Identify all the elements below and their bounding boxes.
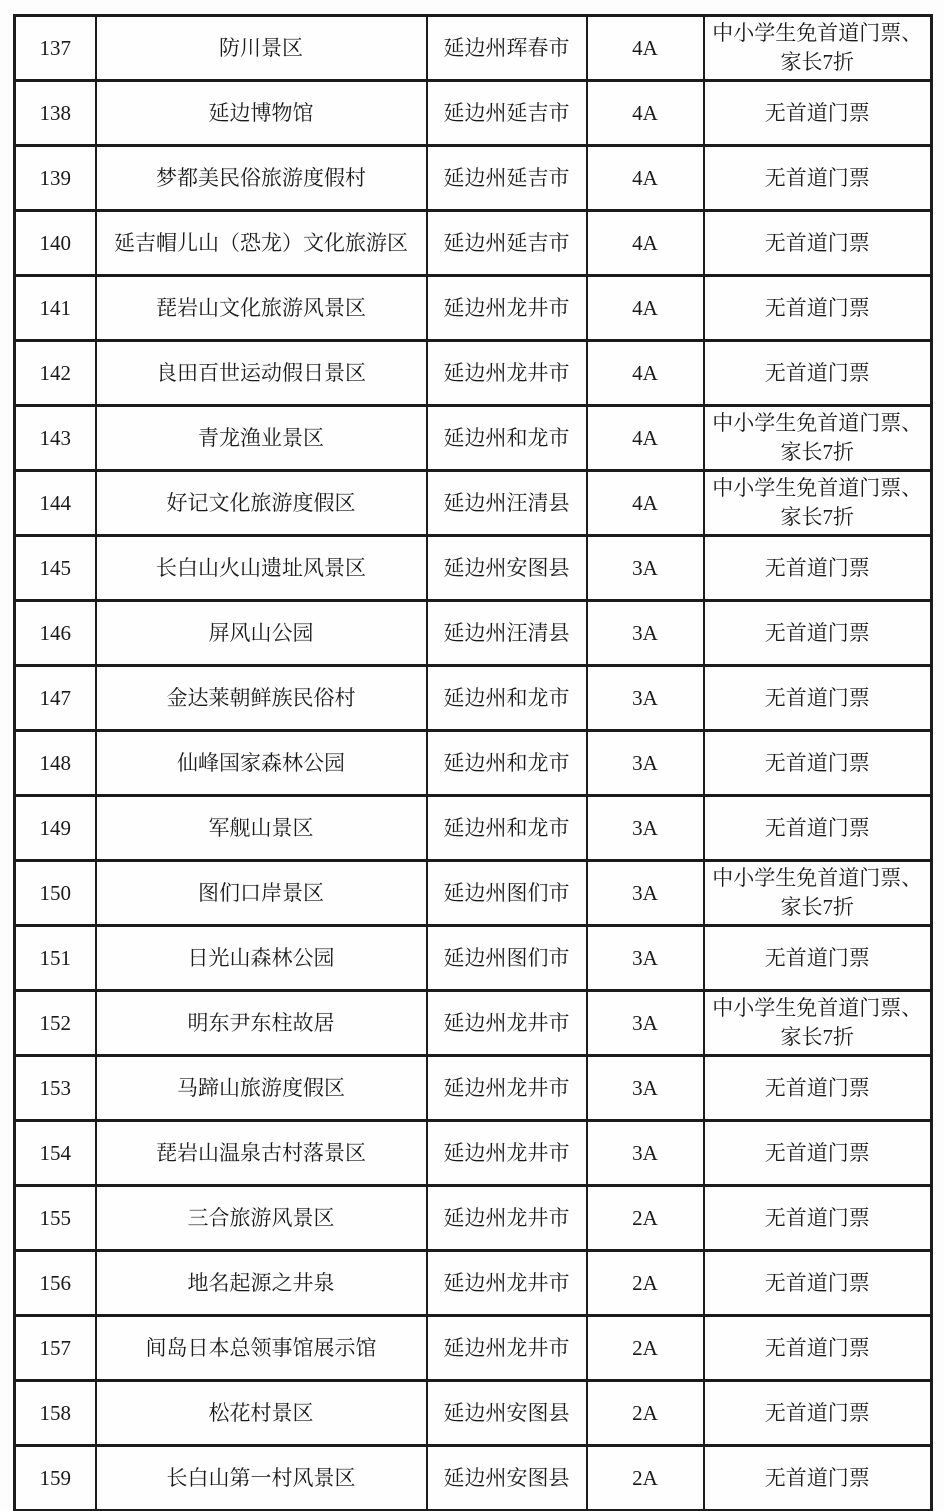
table-row (15, 341, 932, 406)
table-row (15, 536, 932, 601)
cell-location: 延边州和龙市 (427, 406, 587, 471)
cell-attraction-name: 良田百世运动假日景区 (96, 341, 427, 406)
cell-grade: 3A (587, 1056, 704, 1121)
cell-location: 延边州龙井市 (427, 276, 587, 341)
cell-attraction-name: 间岛日本总领事馆展示馆 (96, 1316, 427, 1381)
cell-attraction-name: 三合旅游风景区 (96, 1186, 427, 1251)
table-body (15, 16, 932, 1511)
cell-attraction-name: 延边博物馆 (96, 81, 427, 146)
cell-location: 延边州图们市 (427, 861, 587, 926)
cell-grade: 3A (587, 1121, 704, 1186)
table-row (15, 471, 932, 536)
table-row (15, 991, 932, 1056)
cell-row-number: 143 (15, 406, 96, 471)
cell-location: 延边州和龙市 (427, 796, 587, 861)
cell-row-number: 152 (15, 991, 96, 1056)
cell-attraction-name: 图们口岸景区 (96, 861, 427, 926)
cell-row-number: 147 (15, 666, 96, 731)
cell-grade: 2A (587, 1381, 704, 1446)
cell-ticket-policy: 无首道门票 (704, 1186, 932, 1251)
cell-ticket-policy: 无首道门票 (704, 211, 932, 276)
table-row (15, 1381, 932, 1446)
cell-ticket-policy: 无首道门票 (704, 1446, 932, 1511)
cell-location: 延边州延吉市 (427, 146, 587, 211)
cell-grade: 3A (587, 926, 704, 991)
cell-location: 延边州珲春市 (427, 16, 587, 81)
cell-attraction-name: 好记文化旅游度假区 (96, 471, 427, 536)
cell-attraction-name: 仙峰国家森林公园 (96, 731, 427, 796)
cell-row-number: 155 (15, 1186, 96, 1251)
cell-grade: 3A (587, 731, 704, 796)
cell-ticket-policy: 无首道门票 (704, 796, 932, 861)
table-row (15, 666, 932, 731)
cell-row-number: 156 (15, 1251, 96, 1316)
table-row (15, 1186, 932, 1251)
cell-ticket-policy: 无首道门票 (704, 666, 932, 731)
cell-row-number: 137 (15, 16, 96, 81)
cell-ticket-policy: 无首道门票 (704, 81, 932, 146)
cell-attraction-name: 长白山第一村风景区 (96, 1446, 427, 1511)
cell-row-number: 157 (15, 1316, 96, 1381)
cell-location: 延边州安图县 (427, 1446, 587, 1511)
cell-location: 延边州龙井市 (427, 1121, 587, 1186)
cell-attraction-name: 梦都美民俗旅游度假村 (96, 146, 427, 211)
table-row (15, 81, 932, 146)
cell-row-number: 144 (15, 471, 96, 536)
cell-location: 延边州和龙市 (427, 666, 587, 731)
cell-location: 延边州龙井市 (427, 991, 587, 1056)
table-row (15, 601, 932, 666)
table-row (15, 276, 932, 341)
table-row (15, 926, 932, 991)
cell-row-number: 140 (15, 211, 96, 276)
cell-location: 延边州安图县 (427, 1381, 587, 1446)
table-row (15, 1121, 932, 1186)
cell-location: 延边州龙井市 (427, 1251, 587, 1316)
cell-ticket-policy: 中小学生免首道门票、家长7折 (704, 471, 932, 536)
cell-ticket-policy: 无首道门票 (704, 1121, 932, 1186)
cell-ticket-policy: 无首道门票 (704, 1316, 932, 1381)
cell-row-number: 158 (15, 1381, 96, 1446)
cell-attraction-name: 防川景区 (96, 16, 427, 81)
cell-attraction-name: 松花村景区 (96, 1381, 427, 1446)
cell-grade: 2A (587, 1316, 704, 1381)
cell-grade: 3A (587, 536, 704, 601)
cell-grade: 4A (587, 341, 704, 406)
cell-location: 延边州图们市 (427, 926, 587, 991)
cell-row-number: 139 (15, 146, 96, 211)
cell-grade: 3A (587, 666, 704, 731)
cell-attraction-name: 军舰山景区 (96, 796, 427, 861)
cell-grade: 3A (587, 796, 704, 861)
cell-row-number: 154 (15, 1121, 96, 1186)
cell-ticket-policy: 中小学生免首道门票、家长7折 (704, 16, 932, 81)
cell-row-number: 141 (15, 276, 96, 341)
cell-attraction-name: 青龙渔业景区 (96, 406, 427, 471)
cell-grade: 3A (587, 861, 704, 926)
cell-ticket-policy: 无首道门票 (704, 1056, 932, 1121)
table-row (15, 731, 932, 796)
table-row (15, 861, 932, 926)
cell-row-number: 159 (15, 1446, 96, 1511)
table-row (15, 1316, 932, 1381)
cell-ticket-policy: 无首道门票 (704, 341, 932, 406)
cell-ticket-policy: 无首道门票 (704, 536, 932, 601)
cell-location: 延边州汪清县 (427, 471, 587, 536)
cell-grade: 4A (587, 81, 704, 146)
cell-row-number: 150 (15, 861, 96, 926)
cell-grade: 2A (587, 1186, 704, 1251)
table-row (15, 1446, 932, 1511)
cell-ticket-policy: 中小学生免首道门票、家长7折 (704, 861, 932, 926)
cell-attraction-name: 延吉帽儿山（恐龙）文化旅游区 (96, 211, 427, 276)
cell-attraction-name: 日光山森林公园 (96, 926, 427, 991)
cell-ticket-policy: 无首道门票 (704, 1381, 932, 1446)
cell-location: 延边州龙井市 (427, 1186, 587, 1251)
cell-grade: 4A (587, 211, 704, 276)
table-row (15, 16, 932, 81)
cell-ticket-policy: 无首道门票 (704, 601, 932, 666)
cell-attraction-name: 屏风山公园 (96, 601, 427, 666)
cell-location: 延边州龙井市 (427, 1056, 587, 1121)
cell-grade: 2A (587, 1251, 704, 1316)
cell-attraction-name: 地名起源之井泉 (96, 1251, 427, 1316)
cell-grade: 4A (587, 406, 704, 471)
cell-grade: 4A (587, 146, 704, 211)
cell-attraction-name: 金达莱朝鲜族民俗村 (96, 666, 427, 731)
cell-grade: 4A (587, 276, 704, 341)
cell-location: 延边州延吉市 (427, 81, 587, 146)
cell-row-number: 146 (15, 601, 96, 666)
cell-ticket-policy: 中小学生免首道门票、家长7折 (704, 406, 932, 471)
cell-ticket-policy: 无首道门票 (704, 926, 932, 991)
cell-grade: 4A (587, 471, 704, 536)
table-row (15, 211, 932, 276)
table-row (15, 1056, 932, 1121)
cell-location: 延边州延吉市 (427, 211, 587, 276)
cell-location: 延边州龙井市 (427, 341, 587, 406)
cell-row-number: 138 (15, 81, 96, 146)
table-row (15, 146, 932, 211)
cell-attraction-name: 马蹄山旅游度假区 (96, 1056, 427, 1121)
cell-attraction-name: 琵岩山文化旅游风景区 (96, 276, 427, 341)
scenic-area-discount-table (13, 14, 933, 1511)
cell-grade: 3A (587, 991, 704, 1056)
cell-attraction-name: 琵岩山温泉古村落景区 (96, 1121, 427, 1186)
cell-grade: 2A (587, 1446, 704, 1511)
cell-grade: 3A (587, 601, 704, 666)
cell-location: 延边州和龙市 (427, 731, 587, 796)
cell-ticket-policy: 无首道门票 (704, 276, 932, 341)
cell-grade: 4A (587, 16, 704, 81)
cell-attraction-name: 明东尹东柱故居 (96, 991, 427, 1056)
cell-row-number: 151 (15, 926, 96, 991)
cell-ticket-policy: 无首道门票 (704, 1251, 932, 1316)
cell-ticket-policy: 无首道门票 (704, 731, 932, 796)
cell-location: 延边州安图县 (427, 536, 587, 601)
table-row (15, 796, 932, 861)
cell-row-number: 149 (15, 796, 96, 861)
cell-row-number: 145 (15, 536, 96, 601)
cell-location: 延边州汪清县 (427, 601, 587, 666)
table-row (15, 1251, 932, 1316)
cell-row-number: 142 (15, 341, 96, 406)
cell-attraction-name: 长白山火山遗址风景区 (96, 536, 427, 601)
table-row (15, 406, 932, 471)
cell-row-number: 153 (15, 1056, 96, 1121)
cell-row-number: 148 (15, 731, 96, 796)
cell-ticket-policy: 中小学生免首道门票、家长7折 (704, 991, 932, 1056)
cell-ticket-policy: 无首道门票 (704, 146, 932, 211)
cell-location: 延边州龙井市 (427, 1316, 587, 1381)
